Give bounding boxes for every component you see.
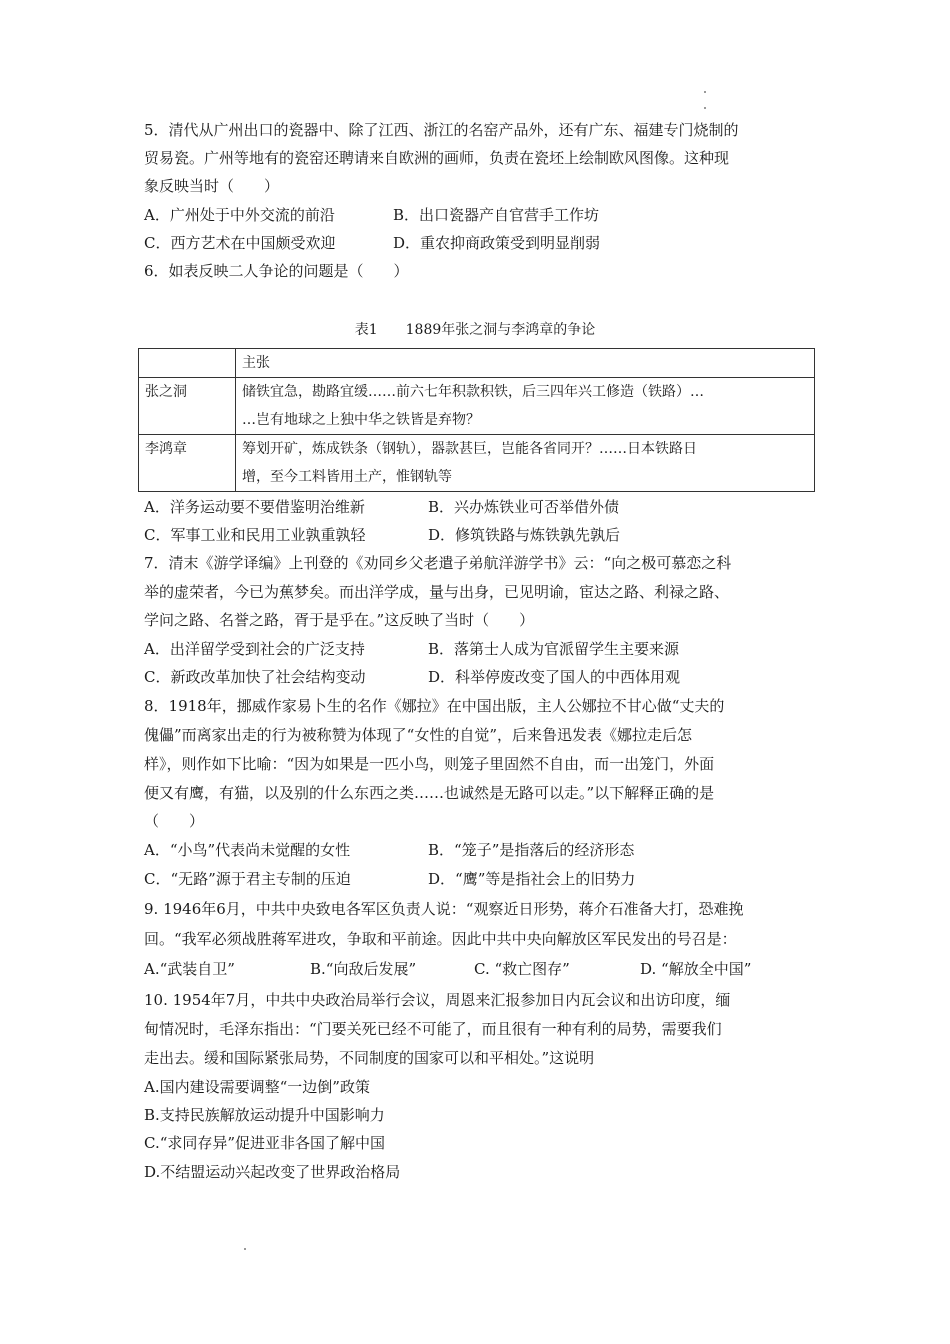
scan-speck bbox=[704, 91, 706, 93]
q9-option-d: D. “解放全中国” bbox=[640, 960, 752, 978]
q6-option-c: C．军事工业和民用工业孰重孰轻 bbox=[144, 526, 366, 544]
table-cell-claim bbox=[236, 378, 815, 435]
q8-option-d: D．“鹰”等是指社会上的旧势力 bbox=[428, 870, 636, 888]
table-cell-name: 李鸿章 bbox=[139, 435, 236, 492]
q9-option-b: B.“向敌后发展” bbox=[310, 960, 417, 978]
q7-stem-line: 7．清末《游学译编》上刊登的《劝同乡父老遣子弟航洋游学书》云：“向之极可慕恋之科 bbox=[144, 554, 732, 572]
q10-stem-line: 甸情况时，毛泽东指出：“门要关死已经不可能了，而且很有一种有利的局势，需要我们 bbox=[144, 1020, 722, 1038]
table-header-row bbox=[139, 349, 815, 378]
q5-stem-line: 象反映当时（ ） bbox=[144, 177, 280, 195]
q7-option-a: A．出洋留学受到社会的广泛支持 bbox=[144, 640, 365, 658]
q6-option-d: D．修筑铁路与炼铁孰先孰后 bbox=[428, 526, 621, 544]
q5-option-c: C．西方艺术在中国颇受欢迎 bbox=[144, 234, 336, 252]
q8-stem-line: 便又有鹰，有猫，以及别的什么东西之类……也诚然是无路可以走。”以下解释正确的是 bbox=[144, 784, 715, 802]
q7-option-b: B．落第士人成为官派留学生主要来源 bbox=[428, 640, 680, 658]
claim-line: 筹划开矿，炼成铁条（钢轨），器款甚巨，岂能各省同开？……日本铁路日 bbox=[242, 441, 697, 457]
q8-option-c: C．“无路”源于君主专制的压迫 bbox=[144, 870, 351, 888]
claim-line: 增，至今工料皆用土产，惟钢轨等 bbox=[242, 469, 452, 485]
debate-table bbox=[138, 348, 815, 492]
q8-stem-line: 傀儡”而离家出走的行为被称赞为体现了“女性的自觉”，后来鲁迅发表《娜拉走后怎 bbox=[144, 726, 693, 744]
q7-option-d: D．科举停废改变了国人的中西体用观 bbox=[428, 668, 681, 686]
table-row bbox=[139, 378, 815, 435]
q10-stem-line: 走出去。缓和国际紧张局势，不同制度的国家可以和平相处。”这说明 bbox=[144, 1049, 595, 1067]
q10-stem-line: 10. 1954年7月，中共中央政治局举行会议，周恩来汇报参加日内瓦会议和出访印度，缅 bbox=[144, 991, 731, 1009]
table-row bbox=[139, 435, 815, 492]
table-cell-name: 张之洞 bbox=[139, 378, 236, 435]
q6-option-a: A．洋务运动要不要借鉴明治维新 bbox=[144, 498, 365, 516]
q5-option-b: B．出口瓷器产自官营手工作坊 bbox=[393, 206, 600, 224]
q6-stem: 6．如表反映二人争论的问题是（ ） bbox=[144, 262, 409, 280]
q7-stem-line: 举的虚荣者，今已为蕉梦矣。而出洋学成，量与出身，已见明谕，宦达之路、利禄之路、 bbox=[144, 583, 730, 601]
q9-option-a: A.“武装自卫” bbox=[144, 960, 235, 978]
q8-option-a: A．“小鸟”代表尚未觉醒的女性 bbox=[144, 841, 351, 859]
table-header-cell: 主张 bbox=[236, 349, 815, 378]
table-header-cell bbox=[139, 349, 236, 378]
claim-line: …岂有地球之上独中华之铁皆是弃物？ bbox=[242, 412, 480, 428]
q10-option-b: B.支持民族解放运动提升中国影响力 bbox=[144, 1106, 385, 1124]
scan-speck bbox=[244, 1248, 246, 1250]
q5-option-d: D．重农抑商政策受到明显削弱 bbox=[393, 234, 601, 252]
q9-stem-line: 9. 1946年6月，中共中央致电各军区负责人说：“观察近日形势，蒋介石准备大打，恐难挽 bbox=[144, 900, 744, 918]
q8-stem-line: （ ） bbox=[144, 812, 205, 830]
q10-option-a: A.国内建设需要调整“一边倒”政策 bbox=[144, 1078, 370, 1096]
table-caption: 表1 1889年张之洞与李鸿章的争论 bbox=[354, 322, 596, 338]
q9-stem-line: 回。“我军必须战胜蒋军进攻，争取和平前途。因此中共中央向解放区军民发出的号召是： bbox=[144, 930, 737, 948]
q10-option-d: D.不结盟运动兴起改变了世界政治格局 bbox=[144, 1163, 401, 1181]
q8-option-b: B．“笼子”是指落后的经济形态 bbox=[428, 841, 635, 859]
q5-stem-line: 贸易瓷。广州等地有的瓷窑还聘请来自欧洲的画师，负责在瓷坯上绘制欧风图像。这种现 bbox=[144, 149, 730, 167]
q7-stem-line: 学问之路、名誉之路，胥于是乎在。”这反映了当时（ ） bbox=[144, 611, 535, 629]
q5-stem-line: 5．清代从广州出口的瓷器中、除了江西、浙江的名窑产品外，还有广东、福建专门烧制的 bbox=[144, 121, 739, 139]
q9-option-c: C. “救亡图存” bbox=[474, 960, 570, 978]
q7-option-c: C．新政改革加快了社会结构变动 bbox=[144, 668, 366, 686]
table-cell-claim bbox=[236, 435, 815, 492]
q5-option-a: A．广州处于中外交流的前沿 bbox=[144, 206, 335, 224]
q10-option-c: C.“求同存异”促进亚非各国了解中国 bbox=[144, 1134, 386, 1152]
q8-stem-line: 8．1918年，挪威作家易卜生的名作《娜拉》在中国出版，主人公娜拉不甘心做“丈夫的 bbox=[144, 697, 725, 715]
q6-option-b: B．兴办炼铁业可否举借外债 bbox=[428, 498, 620, 516]
claim-line: 储铁宜急，勘路宜缓……前六七年积款积铁，后三四年兴工修造（铁路）… bbox=[242, 384, 704, 400]
scan-speck bbox=[704, 107, 706, 109]
q8-stem-line: 样》，则作如下比喻：“因为如果是一匹小鸟，则笼子里固然不自由，而一出笼门，外面 bbox=[144, 755, 715, 773]
